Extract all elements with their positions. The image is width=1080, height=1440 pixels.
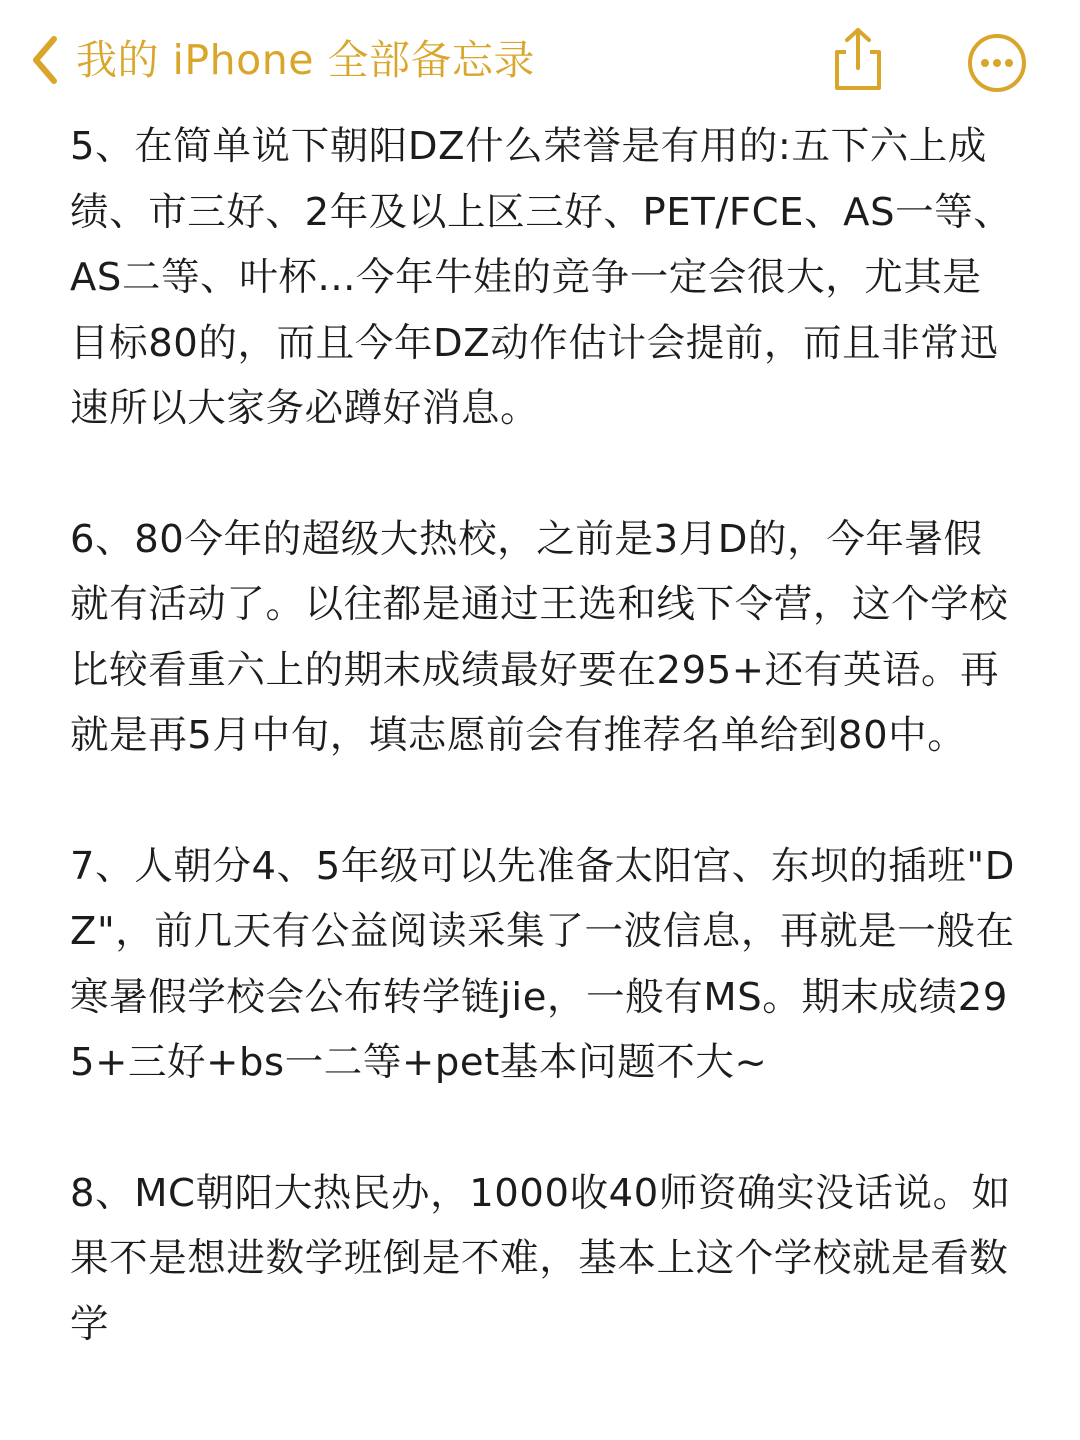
share-icon [826,26,890,92]
note-paragraph: 6、80今年的超级大热校，之前是3月D的，今年暑假就有活动了。以往都是通过王选和线下令营，这个学校比较看重六上的期末成绩最好要在295+还有英语。再就是再5月中旬，填志愿前会有推荐名单给到80中。 [70,516,1009,758]
back-label: 我的 iPhone 全部备忘录 [76,36,535,84]
more-icon [966,32,1028,94]
navigation-bar [0,0,1080,112]
share-button[interactable] [826,26,890,92]
note-paragraph: 5、在简单说下朝阳DZ什么荣誉是有用的:五下六上成绩、市三好、2年及以上区三好、PET/FCE、AS一等、AS二等、叶杯...今年牛娃的竞争一定会很大，尤其是目标80的，而且今年DZ动作估计会提前，而且非常迅速所以大家务必蹲好消息。 [70,124,1013,431]
note-paragraph: 8、MC朝阳大热民办，1000收40师资确实没话说。如果不是想进数学班倒是不难，基本上这个学校就是看数学 [70,1170,1011,1347]
note-paragraph: 7、人朝分4、5年级可以先准备太阳宫、东坝的插班"DZ"，前几天有公益阅读采集了一波信息，再就是一般在寒暑假学校会公布转学链jie，一般有MS。期末成绩295+三好+bs一二等+pet基本问题不大~ [70,843,1015,1085]
chevron-left-icon [28,33,62,87]
more-button[interactable] [966,32,1028,94]
back-button[interactable] [28,30,535,90]
note-body[interactable] [70,114,1015,1422]
